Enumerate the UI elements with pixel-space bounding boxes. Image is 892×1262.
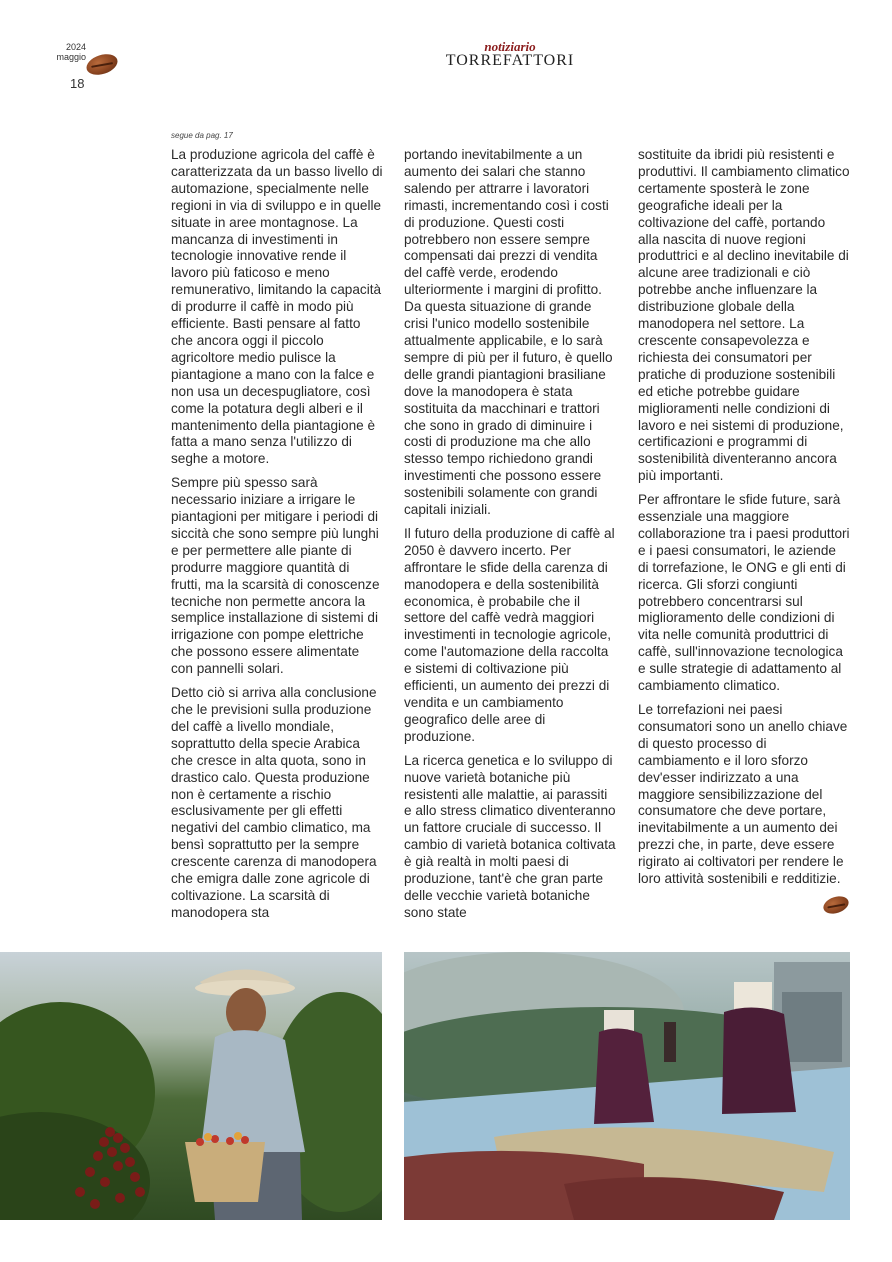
photo-coffee-farmer-harvesting bbox=[0, 952, 382, 1220]
article-column-1 bbox=[171, 147, 383, 929]
end-mark-coffee-bean-icon bbox=[821, 893, 851, 916]
photo-coffee-drying-workers bbox=[404, 952, 850, 1220]
article-column-3 bbox=[638, 147, 850, 895]
article-column-2 bbox=[404, 147, 616, 929]
issue-date bbox=[38, 42, 86, 62]
paragraph: Le torrefazioni nei paesi consumatori sono un anello chiave di questo processo di cambiamento e il loro sforzo dev'esser indirizzato a una maggiore sensibilizzazione del consumatore che deve portare, inevitabilmente a un aumento dei prezzi che, in parte, deve essere rigirato ai coltivatori per rendere le loro attività sostenibili e redditizie. bbox=[638, 702, 848, 887]
paragraph: Sempre più spesso sarà necessario iniziare a irrigare le piantagioni per mitigare i periodi di siccità che sono sempre più lunghi e per permettere alle piante di produrre maggiore quantità di frutti, ma la scarsità di conoscenze tecniche non permette ancora la semplice installazione di sistemi di irrigazione con pompe elettriche che possono essere alimentate con pannelli solari. bbox=[171, 475, 380, 677]
coffee-bean-icon bbox=[84, 51, 120, 79]
paragraph: La ricerca genetica e lo sviluppo di nuove varietà botaniche più resistenti alle malattie, ai parassiti e allo stress climatico diventeranno un fattore cruciale di successo. Il cambio di varietà botanica coltivata è già realtà in molti paesi di produzione, tant'è che gran parte delle vecchie varietà botaniche sono state bbox=[404, 752, 616, 920]
masthead-title: TORREFATTORI bbox=[445, 52, 575, 69]
issue-month: maggio bbox=[56, 52, 86, 62]
masthead-subtitle: notiziario bbox=[484, 39, 536, 54]
masthead bbox=[420, 40, 600, 69]
paragraph: Detto ciò si arriva alla conclusione che le previsioni sulla produzione del caffè a livello mondiale, soprattutto della specie Arabica che cresce in alta quota, sono in drastico calo. Questa produzione non è certamente a rischio esclusivamente per gli effetti negativi del cambio climatico, ma bensì soprattutto per la sempre crescente carenza di manodopera che emigra dalle zone agricole di coltivazione. La scarsità di manodopera sta bbox=[171, 685, 377, 920]
continued-from-note: segue da pag. 17 bbox=[171, 131, 233, 140]
paragraph: portando inevitabilmente a un aumento dei salari che stanno salendo per attrarre i lavoratori rimasti, incrementando così i costi di produzione. Questi costi potrebbero non essere sempre compensati dai prezzi di vendita del caffè verde, erodendo ulteriormente i margini di profitto. Da questa situazione di grande crisi l'unico modello sostenibile attualmente applicabile, e lo sarà sempre di più per il futuro, è quello delle grandi piantagioni brasiliane dove la manodopera è stata sostituita da macchinari e trattori che sono in grado di diminuire i costi di produzione ma che allo stesso tempo richiedono grandi investimenti che possono essere sostenibili solamente con grandi capitali iniziali. bbox=[404, 147, 613, 518]
issue-year: 2024 bbox=[65, 42, 86, 52]
page-number: 18 bbox=[70, 76, 85, 91]
paragraph: Il futuro della produzione di caffè al 2050 è davvero incerto. Per affrontare le sfide della carenza di manodopera e della sostenibilità economica, è probabile che il settore del caffè vedrà maggiori investimenti in tecnologie agricole, come l'automazione della raccolta e sistemi di coltivazione più efficienti, un aumento dei prezzi di vendita e un cambiamento geografico delle aree di produzione. bbox=[404, 525, 615, 744]
paragraph: Per affrontare le sfide future, sarà essenziale una maggiore collaborazione tra i paesi produttori e i paesi consumatori, le aziende di torrefazione, le ONG e gli enti di ricerca. Gli sforzi congiunti potrebbero concentrarsi sul miglioramento delle condizioni di vita nelle comunità produttrici di caffè, sull'innovazione tecnologica e sulle strategie di adattamento al cambiamento climatico. bbox=[638, 492, 850, 694]
paragraph: La produzione agricola del caffè è caratterizzata da un basso livello di automazione, specialmente nelle regioni in via di sviluppo e in quelle situate in aree montagnose. La mancanza di investimenti in tecnologie innovative rende il lavoro più faticoso e meno remunerativo, limitando la capacità di produrre il caffè in modo più efficiente. Basti pensare al fatto che ancora oggi il piccolo agricoltore medio pulisce la piantagione a mano con la falce e non usa un decespugliatore, così come la potatura degli alberi e il mantenimento della piantagione è fatta a mano senza l'utilizzo di seghe a motore. bbox=[171, 147, 383, 467]
paragraph: sostituite da ibridi più resistenti e produttivi. Il cambiamento climatico certamente sposterà le zone geografiche ideali per la coltivazione del caffè, portando alla nascita di nuove regioni produttrici e al declino inevitabile di alcune aree tradizionali e ciò potrebbe anche influenzare la distribuzione globale della manodopera nel settore. La crescente consapevolezza e richiesta dei consumatori per pratiche di produzione sostenibili ed etiche potrebbe guidare miglioramenti nelle condizioni di lavoro e nei sistemi di produzione, certificazioni e programmi di sostenibilità diventeranno ancora più importanti. bbox=[638, 147, 850, 484]
